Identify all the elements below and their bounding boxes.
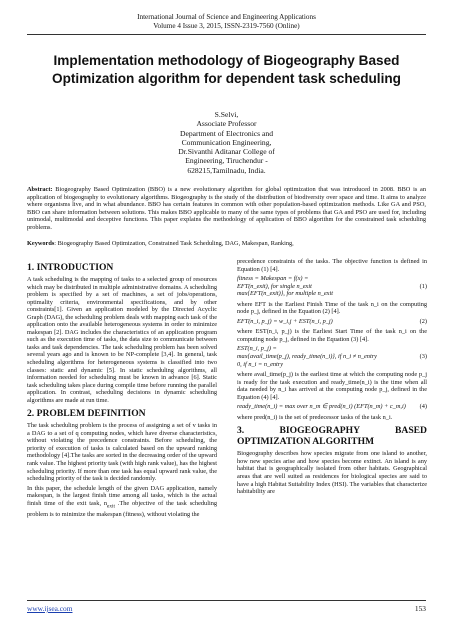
exit-subscript: exit [107, 503, 115, 510]
author-college-2: Engineering, Tiruchendur - [185, 156, 268, 166]
equation-1-case-2: max{EFT(n_exit)}, for multiple n_exit [237, 290, 333, 298]
abstract [27, 186, 426, 232]
abstract-text: Biogeography Based Optimization (BBO) is a new evolutionary algorithm for global optimization that was introduced in 2008. BBO is an application of biogeography to evolutionary algorithms. Biogeography is the study of the distribution of biodiversity over space and time. It aims to analyze where organisms live, and in what abundance. BBO has certain features in common with other population-based optimization methods. Like GA and PSO, BBO can share information between solutions. This makes BBO applicable to many of the same types of problems that GA and PSO are used for, including unimodal, multimodal and deceptive functions. This paper explains the methodology of application of BBO algorithm for the constrained task scheduling problems. [27, 186, 426, 231]
equation-3-number: (3) [419, 353, 427, 361]
right-column [237, 258, 427, 498]
section-3-heading: 3. BIOGEOGRAPHY BASED OPTIMIZATION ALGORITHM [237, 425, 427, 448]
author-dept-1: Department of Electronics and [180, 128, 273, 138]
right-para-6: Biogeography describes how species migrate from one island to another, how new species arise and how species become extinct. An island is any habitat that is geographically isolated from other habitats. Geographical areas that are well suited as residences for biological species are said to have a high Habitat Suitability Index (HSI). The variables that characterize habitability are [237, 450, 427, 496]
equation-2-number: (2) [419, 317, 427, 325]
journal-name: International Journal of Science and Engineering Applications [137, 13, 316, 21]
equation-2-body: EFT(n_i, p_j) = w_i,j + EST(n_i, p_j) [237, 317, 333, 325]
footer-url-link[interactable]: www.ijsea.com [27, 604, 73, 613]
equation-1-case-group [237, 283, 333, 298]
equation-4 [237, 403, 427, 411]
equation-3-case-2: 0, if n_i = n_entry [237, 360, 284, 368]
equation-1-case-1: EFT(n_exit), for single n_exit [237, 282, 312, 290]
equation-3-case-1: max{avail_time(p_j), ready_time(n_i)}, if n_i ≠ n_entry [237, 353, 377, 361]
journal-volume: Volume 4 Issue 3, 2015, ISSN-2319-7560 (Online) [153, 22, 300, 30]
equation-3-line: EST(n_i, p_j) = [237, 345, 277, 353]
equation-1-cases [237, 283, 427, 298]
author-college-1: Dr.Sivanthi Aditanar College of [178, 147, 275, 157]
author-dept-2: Communication Engineering, [181, 137, 272, 147]
right-para-1: precedence constraints of the tasks. The objective function is defined in Equation (1) [4]. [237, 258, 427, 273]
page-number: 153 [414, 604, 426, 613]
author-block [0, 110, 453, 175]
keywords-label: Keywords [27, 240, 55, 247]
abstract-label: Abstract: [27, 186, 53, 193]
keywords-text: : Biogeography Based Optimization, Constrained Task Scheduling, DAG, Makespan, Ranking, [54, 240, 294, 247]
journal-header [0, 13, 453, 31]
equation-1-line: fitness = Makespan = f(x) = [237, 275, 309, 283]
equation-3 [237, 345, 427, 368]
right-para-3: where EST(n_i, p_j) is the Earliest Start Time of the task n_i on the computing node p_j, defined in the Equation (3) [4]. [237, 328, 427, 343]
equation-2 [237, 318, 427, 326]
section-1-text: A task scheduling is the mapping of tasks to a selected group of resources which may be distributed in multiple administrative domains. A scheduling problem is specified by a set of machines, a set of jobs/operations, optimality criteria, environmental specifications, and by other constraints[1]. Given an application modeled by the Directed Acyclic Graph (DAG), the scheduling problem deals with mapping each task of the application onto the available heterogeneous systems in order to minimize makespan [2]. DAG includes the characteristics of an application program such as the execution time of tasks, the data size to communicate between tasks and task dependencies. The task scheduling problem has been solved several years ago and is known to be NP-complete [3,4]. In general, task scheduling algorithms for heterogeneous systems is classified into two classes: static and dynamic [5]. In static scheduling algorithms, all information needed for scheduling must be known in advance [6]. Static task scheduling takes place during compile time before running the parallel application. In contrast, scheduling decisions in dynamic scheduling algorithms are made at run time. [27, 276, 217, 404]
header-rule [27, 34, 426, 35]
equation-1-number: (1) [419, 282, 427, 290]
author-place: 628215,Tamilnadu, India. [187, 165, 266, 175]
keywords [27, 240, 426, 248]
equation-4-body: ready_time(n_i) = max over n_m ∈ pred(n_i) (EFT(n_m) + c_m,i) [237, 403, 406, 411]
equation-3-case-group [237, 353, 377, 368]
footer-rule [27, 600, 426, 601]
equation-4-number: (4) [419, 403, 427, 411]
right-para-5: where pred(n_i) is the set of predecessor tasks of the task n_i. [237, 413, 393, 421]
author-name: S.Selvi, [214, 110, 239, 119]
section-1-heading: 1. INTRODUCTION [27, 262, 114, 273]
section-2-text-1: The task scheduling problem is the process of assigning a set of v tasks in a DAG to a set of q computing nodes, which have diverse characteristics, without violating the precedence constraints. Before scheduling, the priority of execution of tasks is calculated based on the upward ranking methodology [4].The tasks are sorted in the decreasing order of the upward rank value. The highest priority task (with high rank value), has the highest scheduling priority. If more than one task has equal upward rank value, the scheduling priority of the task is decided randomly. [27, 422, 217, 483]
equation-3-cases [237, 353, 427, 368]
section-2-text-2a: In this paper, the schedule length of the given DAG application, namely makespan, is the largest finish time among all tasks, which is the actual finish time of the exit task, n [27, 484, 217, 507]
equation-1 [237, 275, 427, 298]
author-role: Associate Professor [196, 119, 257, 129]
right-para-4: where avail_time(p_j) is the earliest time at which the computing node p_j is ready for the task execution and ready_time(n_i) is the time when all data needed by n_i has arrived at the computing node p_j, defined in the Equation (4) [4]. [237, 371, 427, 401]
left-column [27, 258, 217, 520]
paper-title: Implementation methodology of Biogeography Based Optimization algorithm for dependent task scheduling [52, 53, 401, 86]
section-2-heading: 2. PROBLEM DEFINITION [27, 408, 146, 420]
section-2-text-2 [27, 485, 217, 518]
section-2-text-2b: .The objective of the task scheduling problem is to minimize the makespan (fitness), without violating the [27, 499, 217, 518]
right-para-2: where EFT is the Earliest Finish Time of the task n_i on the computing node p_j, defined in the Equation (2) [4]. [237, 300, 427, 316]
